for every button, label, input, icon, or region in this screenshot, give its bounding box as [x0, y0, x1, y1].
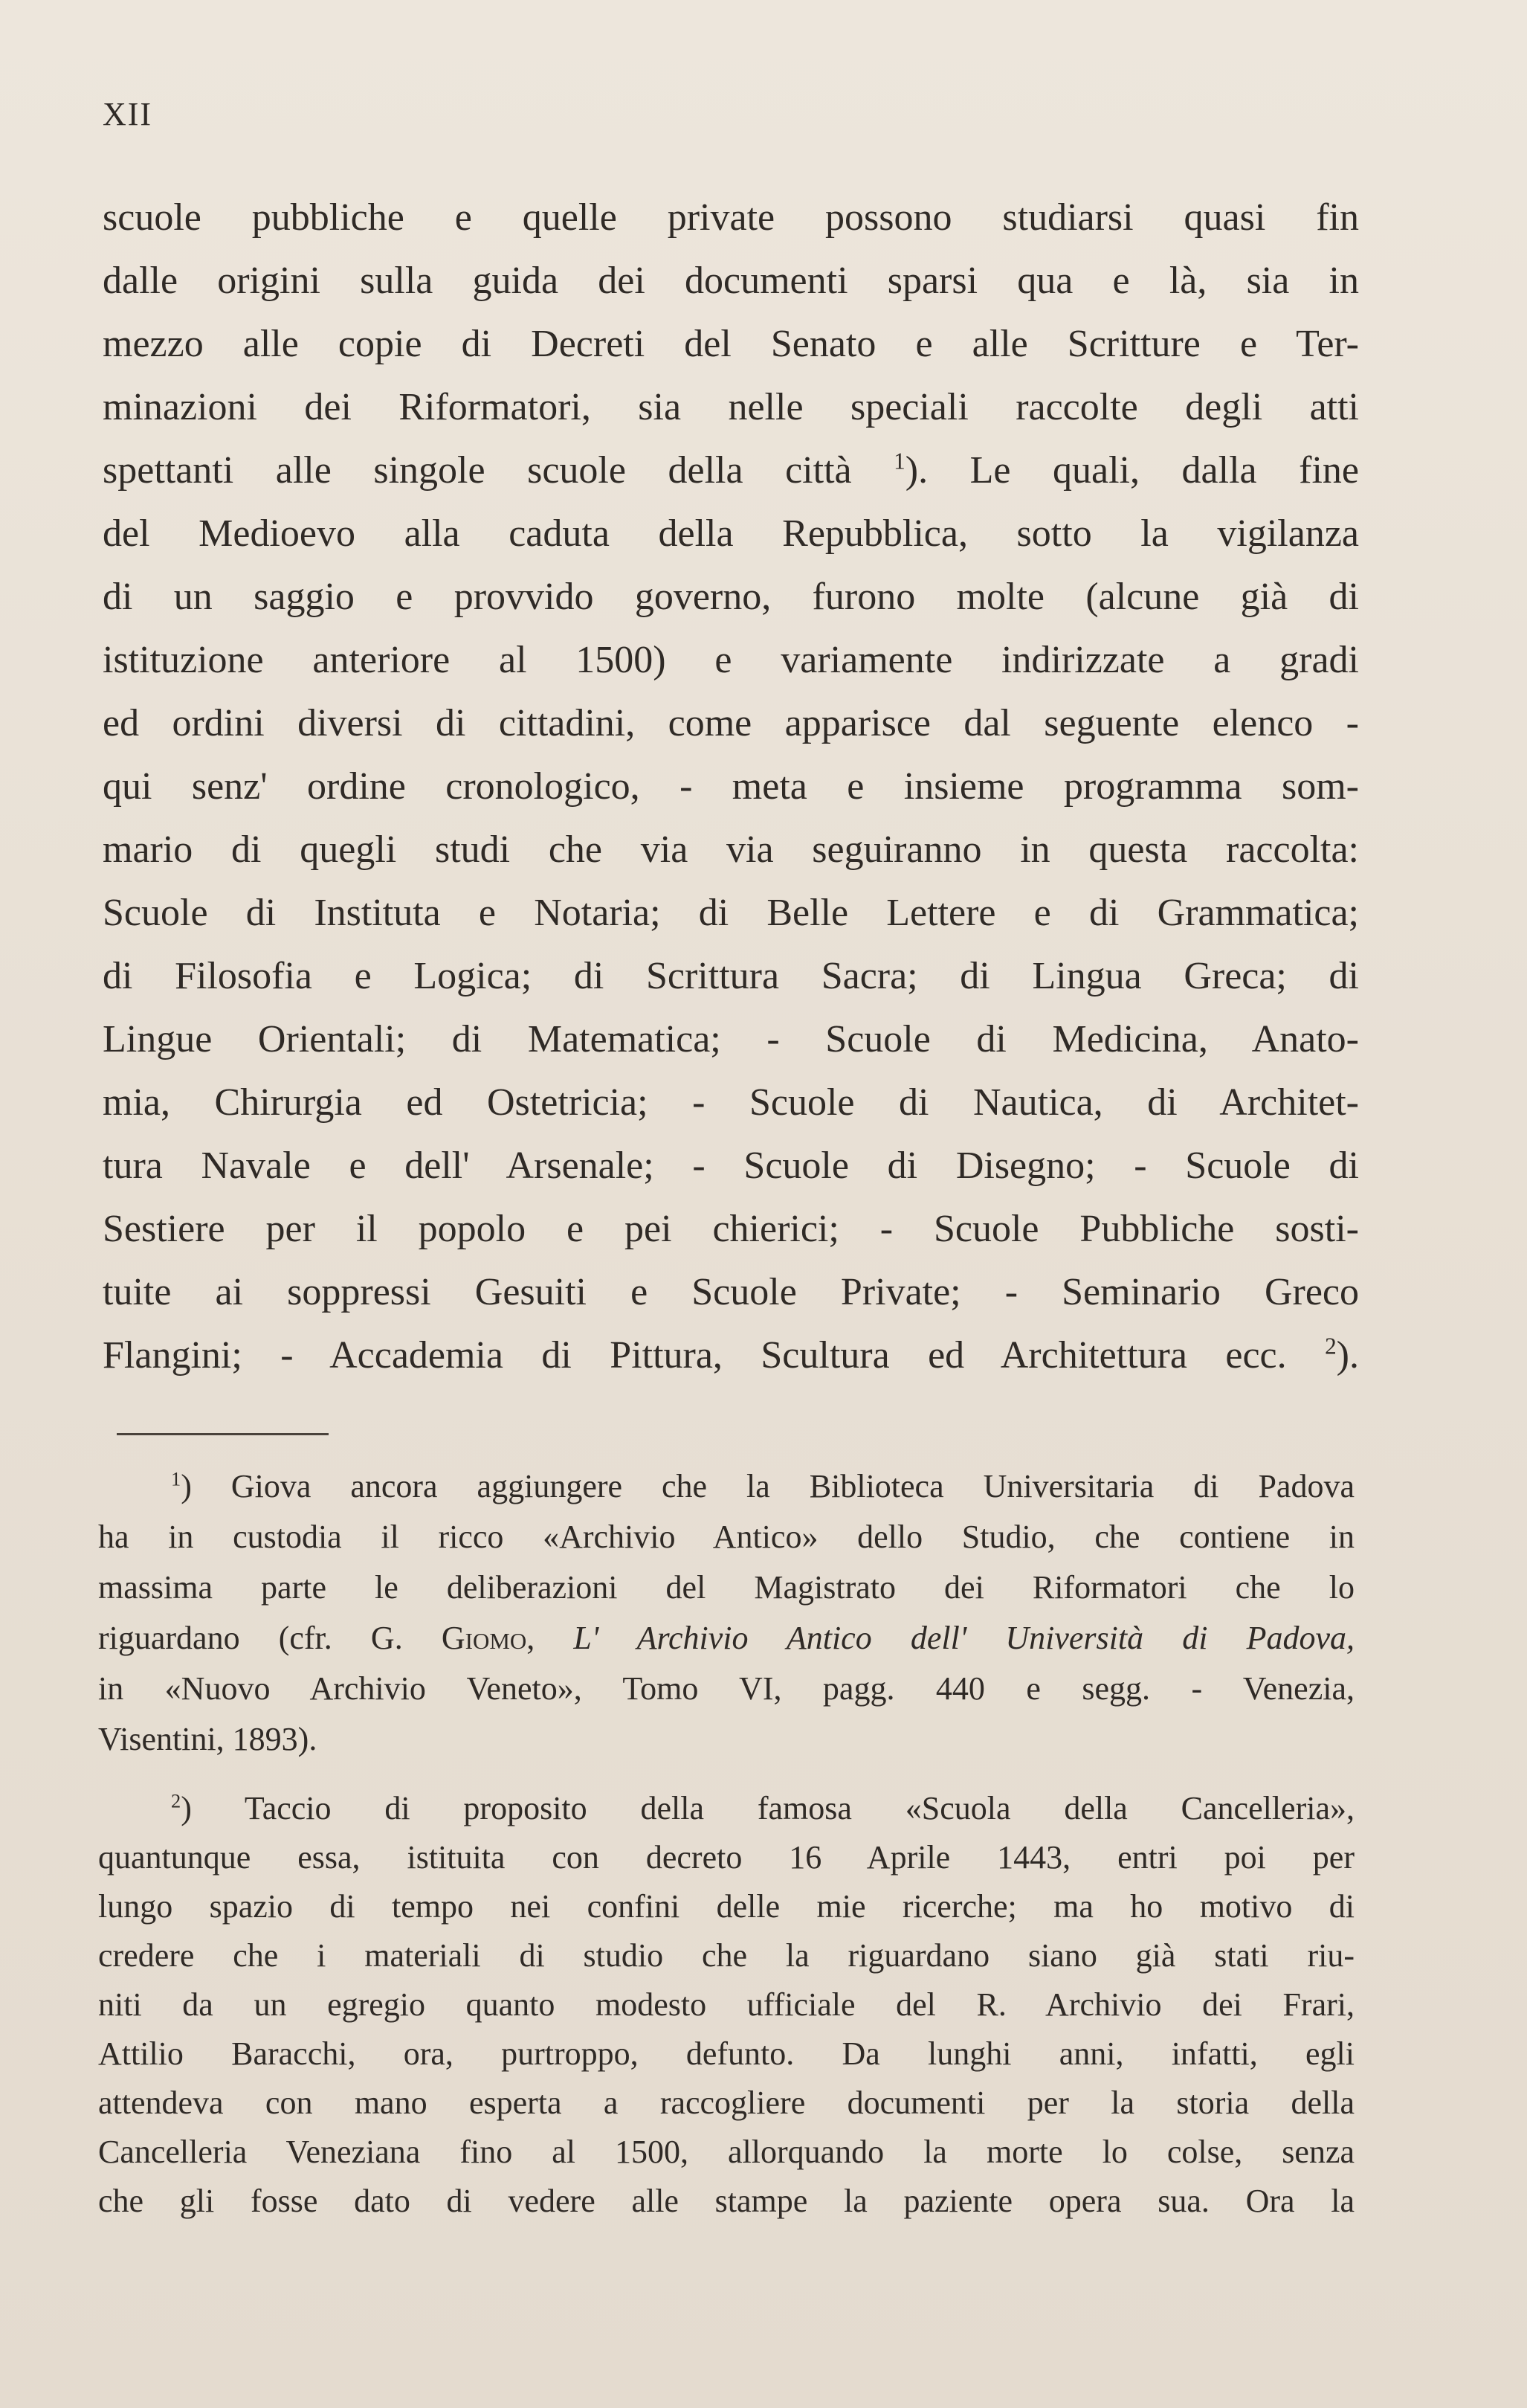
main-text	[103, 186, 1359, 1387]
body-line	[103, 1324, 1359, 1387]
body-line: mario di quegli studi che via via seguiranno in questa raccolta:	[103, 828, 1359, 871]
footnote-line: in «Nuovo Archivio Veneto», Tomo VI, pagg. 440 e segg. - Venezia,	[98, 1670, 1355, 1707]
body-line: Lingue Orientali; di Matematica; - Scuole di Medicina, Anato-	[103, 1018, 1359, 1060]
body-line-tail: ).	[1336, 1334, 1359, 1377]
body-line: mezzo alle copie di Decreti del Senato e alle Scritture e Ter-	[103, 323, 1359, 365]
footnote-1	[98, 1461, 1355, 1765]
body-line: scuole pubbliche e quelle private possono studiarsi quasi fin	[103, 196, 1359, 239]
footnote-author: Giomo,	[441, 1620, 535, 1656]
footnote-marker: 2	[171, 1789, 181, 1812]
body-line: di Filosofia e Logica; di Scrittura Sacra; di Lingua Greca; di	[103, 955, 1359, 997]
body-line: Sestiere per il popolo e pei chierici; - Scuole Pubbliche sosti-	[103, 1208, 1359, 1250]
footnote-line: ha in custodia il ricco «Archivio Antico» dello Studio, che contiene in	[98, 1519, 1355, 1555]
footnote-line: Visentini, 1893).	[98, 1721, 317, 1757]
body-line: dalle origini sulla guida dei documenti sparsi qua e là, sia in	[103, 260, 1359, 302]
footnote-line: credere che i materiali di studio che la riguardano siano già stati riu-	[98, 1937, 1355, 1974]
body-line-tail: ). Le quali, dalla fine	[905, 449, 1359, 492]
footnote-marker: 1	[171, 1467, 181, 1490]
body-line: del Medioevo alla caduta della Repubblica, sotto la vigilanza	[103, 512, 1359, 555]
footnote-text: ) Giova ancora aggiungere che la Biblioteca Universitaria di Padova	[181, 1468, 1355, 1504]
footnote-ref-1: 1	[894, 448, 905, 474]
footnote-line: massima parte le deliberazioni del Magistrato dei Riformatori che lo	[98, 1569, 1355, 1606]
footnote-line: niti da un egregio quanto modesto ufficiale del R. Archivio dei Frari,	[98, 1986, 1355, 2023]
footnote-ref-2: 2	[1325, 1333, 1337, 1359]
footnote-line: attendeva con mano esperta a raccogliere documenti per la storia della	[98, 2085, 1355, 2121]
body-line-text: spettanti alle singole scuole della città	[103, 449, 852, 492]
footnote-2	[98, 1784, 1355, 2226]
body-line: tuite ai soppressi Gesuiti e Scuole Private; - Seminario Greco	[103, 1271, 1359, 1313]
footnote-spacer	[98, 1765, 1355, 1784]
body-line: qui senz' ordine cronologico, - meta e insieme programma som-	[103, 765, 1359, 808]
footnote-line: Cancelleria Veneziana fino al 1500, allorquando la morte lo colse, senza	[98, 2134, 1355, 2170]
page-number: XII	[103, 96, 153, 132]
footnote-title: L' Archivio Antico dell' Università di Padova,	[573, 1620, 1355, 1656]
footnote-divider	[117, 1433, 329, 1435]
body-line: ed ordini diversi di cittadini, come apparisce dal seguente elenco -	[103, 702, 1359, 744]
body-line	[103, 439, 1359, 502]
body-line: tura Navale e dell' Arsenale; - Scuole di Disegno; - Scuole di	[103, 1145, 1359, 1187]
footnote-line: Attilio Baracchi, ora, purtroppo, defunto. Da lunghi anni, infatti, egli	[98, 2035, 1355, 2072]
body-line-text: Flangini; - Accademia di Pittura, Scultura ed Architettura ecc.	[103, 1334, 1287, 1377]
body-line: istituzione anteriore al 1500) e variamente indirizzate a gradi	[103, 639, 1359, 681]
footnotes	[98, 1461, 1355, 2226]
body-line: minazioni dei Riformatori, sia nelle speciali raccolte degli atti	[103, 386, 1359, 428]
footnote-text: ) Taccio di proposito della famosa «Scuola della Cancelleria»,	[181, 1790, 1355, 1826]
body-line: di un saggio e provvido governo, furono molte (alcune già di	[103, 576, 1359, 618]
footnote-text: riguardano (cfr. G.	[98, 1620, 403, 1656]
footnote-line: che gli fosse dato di vedere alle stampe la paziente opera sua. Ora la	[98, 2183, 1355, 2219]
body-line: mia, Chirurgia ed Ostetricia; - Scuole di Nautica, di Architet-	[103, 1081, 1359, 1124]
footnote-line	[98, 1784, 1355, 1833]
footnote-line: lungo spazio di tempo nei confini delle mie ricerche; ma ho motivo di	[98, 1888, 1355, 1925]
footnote-line	[98, 1613, 1355, 1664]
body-line: Scuole di Instituta e Notaria; di Belle Lettere e di Grammatica;	[103, 892, 1359, 934]
footnote-line: quantunque essa, istituita con decreto 16 Aprile 1443, entri poi per	[98, 1839, 1355, 1876]
footnote-line	[98, 1461, 1355, 1512]
